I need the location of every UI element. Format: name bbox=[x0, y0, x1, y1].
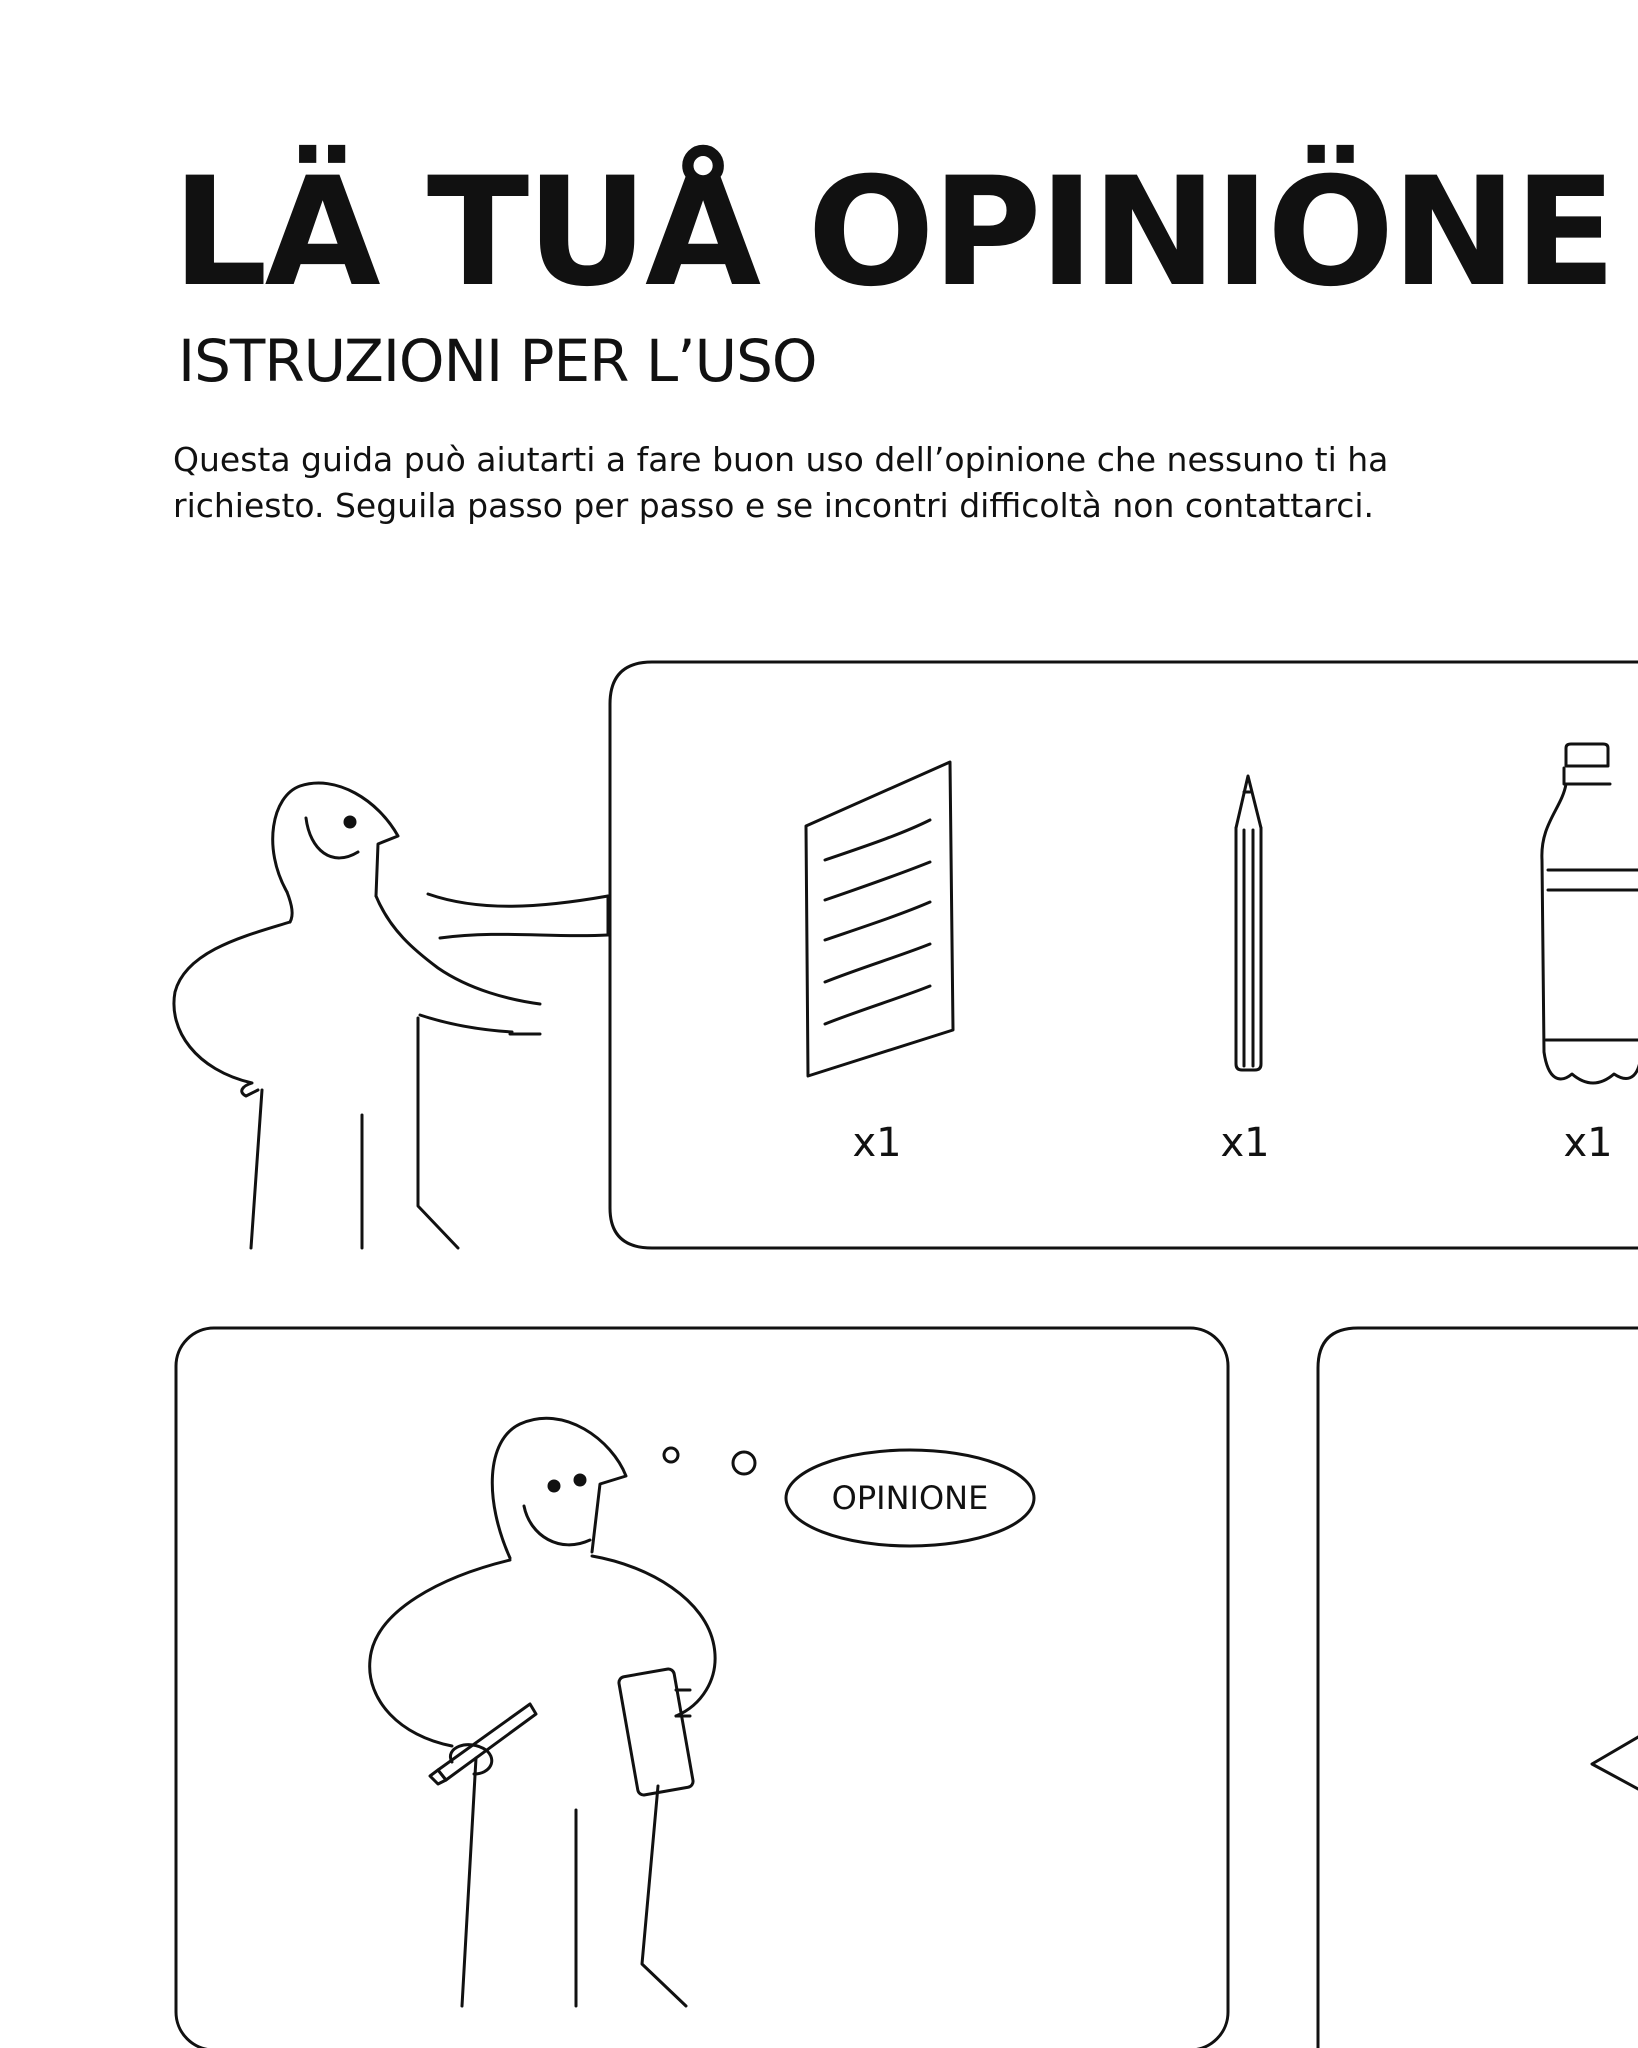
next-panel-frame bbox=[1318, 1328, 1638, 2048]
bottle-quantity: x1 bbox=[1563, 1120, 1613, 1166]
thinking-panel-frame bbox=[176, 1328, 1228, 2048]
parts-panel-frame bbox=[610, 662, 1638, 1248]
pencil-quantity: x1 bbox=[1220, 1120, 1270, 1166]
thinking-figure bbox=[370, 1418, 715, 2006]
thought-bubble-label: OPINIONE bbox=[831, 1479, 989, 1517]
thought-dot-small bbox=[664, 1448, 678, 1462]
paper-quantity: x1 bbox=[852, 1120, 902, 1166]
page-subtitle: ISTRUZIONI PER L’USO bbox=[178, 327, 817, 395]
bottle-icon bbox=[1542, 744, 1638, 1083]
next-panel-arrow bbox=[1592, 1736, 1638, 1790]
pencil-icon bbox=[1236, 776, 1261, 1070]
page-title: LÄ TUÅ OPINIÖNE bbox=[172, 146, 1614, 320]
intro-line-2: richiesto. Seguila passo per passo e se incontri difficoltà non contattarci. bbox=[173, 486, 1375, 525]
thought-dot-medium bbox=[733, 1452, 755, 1474]
intro-line-1: Questa guida può aiutarti a fare buon uso dell’opinione che nessuno ti ha bbox=[173, 440, 1389, 479]
paper-sheet-icon bbox=[806, 762, 953, 1076]
presenter-figure bbox=[174, 783, 608, 1248]
